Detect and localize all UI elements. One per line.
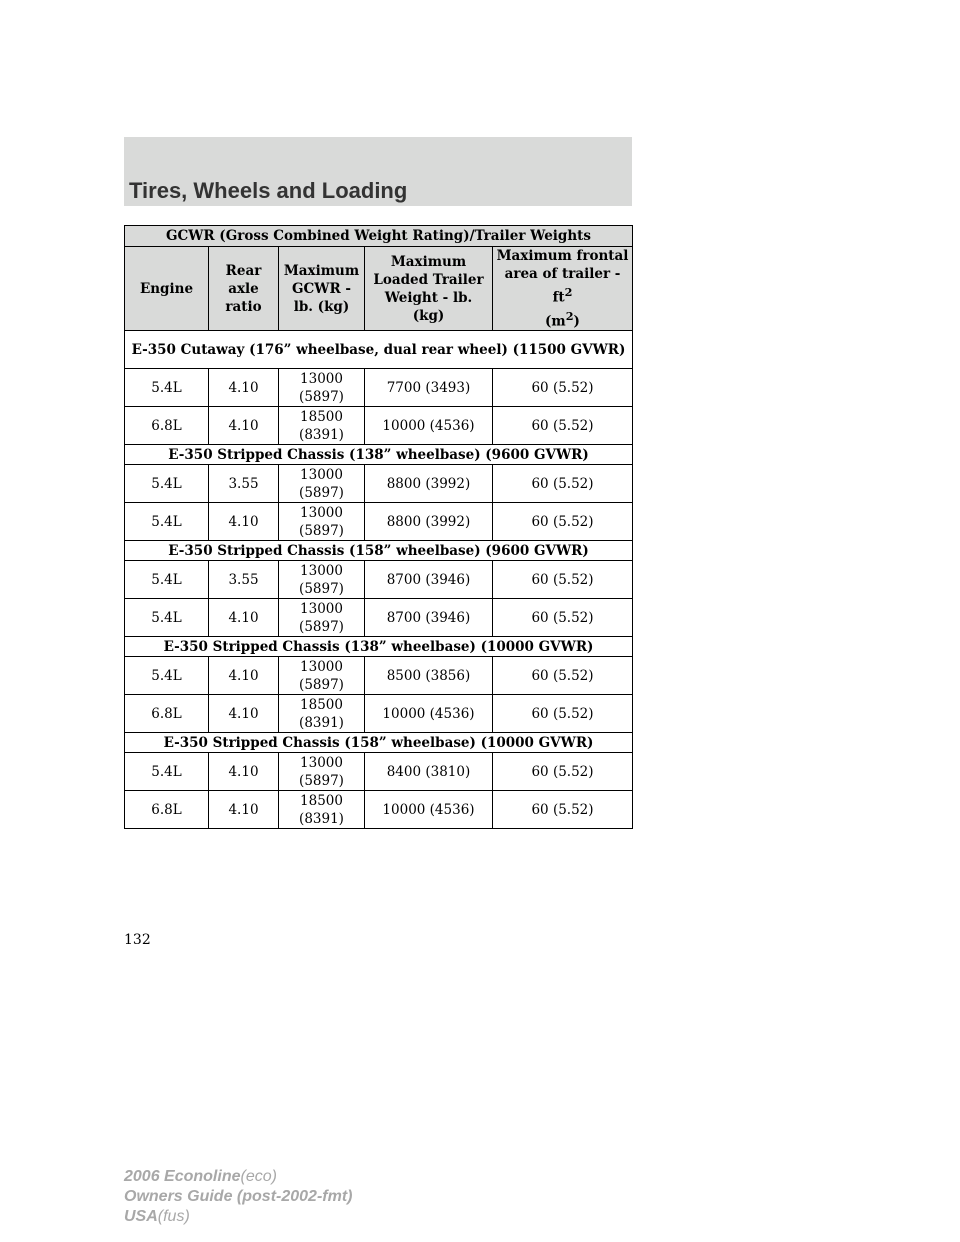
- cell-axle: 4.10: [209, 407, 279, 445]
- col-header-engine: Engine: [125, 247, 209, 331]
- frontal-area-sup-m: 2: [565, 308, 574, 323]
- document-footer: [124, 1167, 352, 1227]
- cell-gcwr: [279, 753, 365, 791]
- cell-engine: 5.4L: [125, 599, 209, 637]
- cell-gcwr-kg: (5897): [299, 676, 344, 693]
- table-row: [125, 465, 633, 503]
- cell-gcwr-lb: 13000: [300, 754, 343, 771]
- cell-gcwr-lb: 18500: [300, 696, 343, 713]
- frontal-area-label: Maximum frontal area of trailer - ft: [496, 248, 629, 306]
- cell-gcwr: [279, 695, 365, 733]
- cell-gcwr-kg: (8391): [299, 714, 344, 731]
- cell-trailer: 8400 (3810): [365, 753, 493, 791]
- cell-engine: 5.4L: [125, 369, 209, 407]
- cell-engine: 5.4L: [125, 503, 209, 541]
- cell-engine: 5.4L: [125, 657, 209, 695]
- cell-engine: 6.8L: [125, 791, 209, 829]
- footer-market-code: (fus): [157, 1208, 190, 1225]
- section-title: Tires, Wheels and Loading: [129, 178, 408, 203]
- cell-gcwr-lb: 13000: [300, 370, 343, 387]
- cell-area: 60 (5.52): [493, 695, 633, 733]
- table-row: [125, 561, 633, 599]
- cell-gcwr-kg: (5897): [299, 484, 344, 501]
- section-header-band: [124, 137, 632, 206]
- cell-axle: 4.10: [209, 599, 279, 637]
- cell-engine: 5.4L: [125, 561, 209, 599]
- cell-engine: 6.8L: [125, 407, 209, 445]
- cell-area: 60 (5.52): [493, 791, 633, 829]
- cell-area: 60 (5.52): [493, 753, 633, 791]
- cell-area: 60 (5.52): [493, 407, 633, 445]
- cell-gcwr-kg: (8391): [299, 426, 344, 443]
- cell-trailer: 8500 (3856): [365, 657, 493, 695]
- table-row: [125, 791, 633, 829]
- cell-axle: 4.10: [209, 753, 279, 791]
- table-row: [125, 753, 633, 791]
- cell-gcwr: [279, 657, 365, 695]
- cell-gcwr: [279, 561, 365, 599]
- cell-area: 60 (5.52): [493, 369, 633, 407]
- cell-trailer: 10000 (4536): [365, 407, 493, 445]
- cell-gcwr-lb: 18500: [300, 792, 343, 809]
- cell-gcwr: [279, 407, 365, 445]
- cell-gcwr: [279, 369, 365, 407]
- cell-axle: 3.55: [209, 561, 279, 599]
- footer-model-code: (eco): [240, 1168, 277, 1185]
- table-row: [125, 503, 633, 541]
- table-row: [125, 599, 633, 637]
- footer-market: USA: [124, 1208, 158, 1225]
- cell-trailer: 10000 (4536): [365, 791, 493, 829]
- cell-axle: 3.55: [209, 465, 279, 503]
- cell-axle: 4.10: [209, 657, 279, 695]
- cell-gcwr-kg: (5897): [299, 580, 344, 597]
- cell-gcwr: [279, 599, 365, 637]
- cell-gcwr-kg: (5897): [299, 772, 344, 789]
- section-heading: E-350 Stripped Chassis (158” wheelbase) (10000 GVWR): [125, 733, 633, 753]
- section-heading: E-350 Stripped Chassis (138” wheelbase) (10000 GVWR): [125, 637, 633, 657]
- footer-model: 2006 Econoline: [124, 1168, 241, 1185]
- cell-trailer: 8800 (3992): [365, 465, 493, 503]
- cell-engine: 5.4L: [125, 465, 209, 503]
- section-heading: E-350 Stripped Chassis (158” wheelbase) (9600 GVWR): [125, 541, 633, 561]
- cell-axle: 4.10: [209, 369, 279, 407]
- cell-engine: 5.4L: [125, 753, 209, 791]
- cell-trailer: 10000 (4536): [365, 695, 493, 733]
- table-row: [125, 695, 633, 733]
- cell-gcwr-lb: 13000: [300, 466, 343, 483]
- cell-gcwr-lb: 13000: [300, 504, 343, 521]
- cell-trailer: 8800 (3992): [365, 503, 493, 541]
- section-heading: E-350 Stripped Chassis (138” wheelbase) (9600 GVWR): [125, 445, 633, 465]
- cell-area: 60 (5.52): [493, 503, 633, 541]
- section-heading: E-350 Cutaway (176” wheelbase, dual rear wheel) (11500 GVWR): [125, 331, 633, 369]
- cell-gcwr-lb: 13000: [300, 562, 343, 579]
- cell-gcwr-lb: 13000: [300, 600, 343, 617]
- cell-trailer: 8700 (3946): [365, 561, 493, 599]
- col-header-frontal-area: [493, 247, 633, 331]
- gcwr-table: [124, 225, 633, 829]
- cell-axle: 4.10: [209, 503, 279, 541]
- cell-gcwr: [279, 503, 365, 541]
- cell-axle: 4.10: [209, 791, 279, 829]
- cell-trailer: 8700 (3946): [365, 599, 493, 637]
- frontal-area-metric-close: ): [573, 313, 580, 329]
- table-row: [125, 369, 633, 407]
- cell-gcwr: [279, 465, 365, 503]
- table-row: [125, 657, 633, 695]
- table-row: [125, 407, 633, 445]
- cell-gcwr-kg: (5897): [299, 522, 344, 539]
- cell-gcwr: [279, 791, 365, 829]
- cell-area: 60 (5.52): [493, 599, 633, 637]
- cell-trailer: 7700 (3493): [365, 369, 493, 407]
- cell-axle: 4.10: [209, 695, 279, 733]
- footer-guide: Owners Guide (post-2002-fmt): [124, 1188, 353, 1205]
- page-number: 132: [124, 932, 151, 948]
- frontal-area-sup-ft: 2: [564, 285, 573, 299]
- col-header-trailer-weight: Maximum Loaded Trailer Weight - lb. (kg): [365, 247, 493, 331]
- cell-area: 60 (5.52): [493, 465, 633, 503]
- cell-gcwr-kg: (5897): [299, 618, 344, 635]
- table-title: GCWR (Gross Combined Weight Rating)/Trailer Weights: [125, 226, 633, 247]
- col-header-gcwr: Maximum GCWR - lb. (kg): [279, 247, 365, 331]
- col-header-axle-ratio: Rear axle ratio: [209, 247, 279, 331]
- cell-area: 60 (5.52): [493, 561, 633, 599]
- cell-engine: 6.8L: [125, 695, 209, 733]
- frontal-area-metric-open: (m: [545, 313, 566, 329]
- cell-gcwr-kg: (5897): [299, 388, 344, 405]
- cell-area: 60 (5.52): [493, 657, 633, 695]
- cell-gcwr-kg: (8391): [299, 810, 344, 827]
- cell-gcwr-lb: 13000: [300, 658, 343, 675]
- cell-gcwr-lb: 18500: [300, 408, 343, 425]
